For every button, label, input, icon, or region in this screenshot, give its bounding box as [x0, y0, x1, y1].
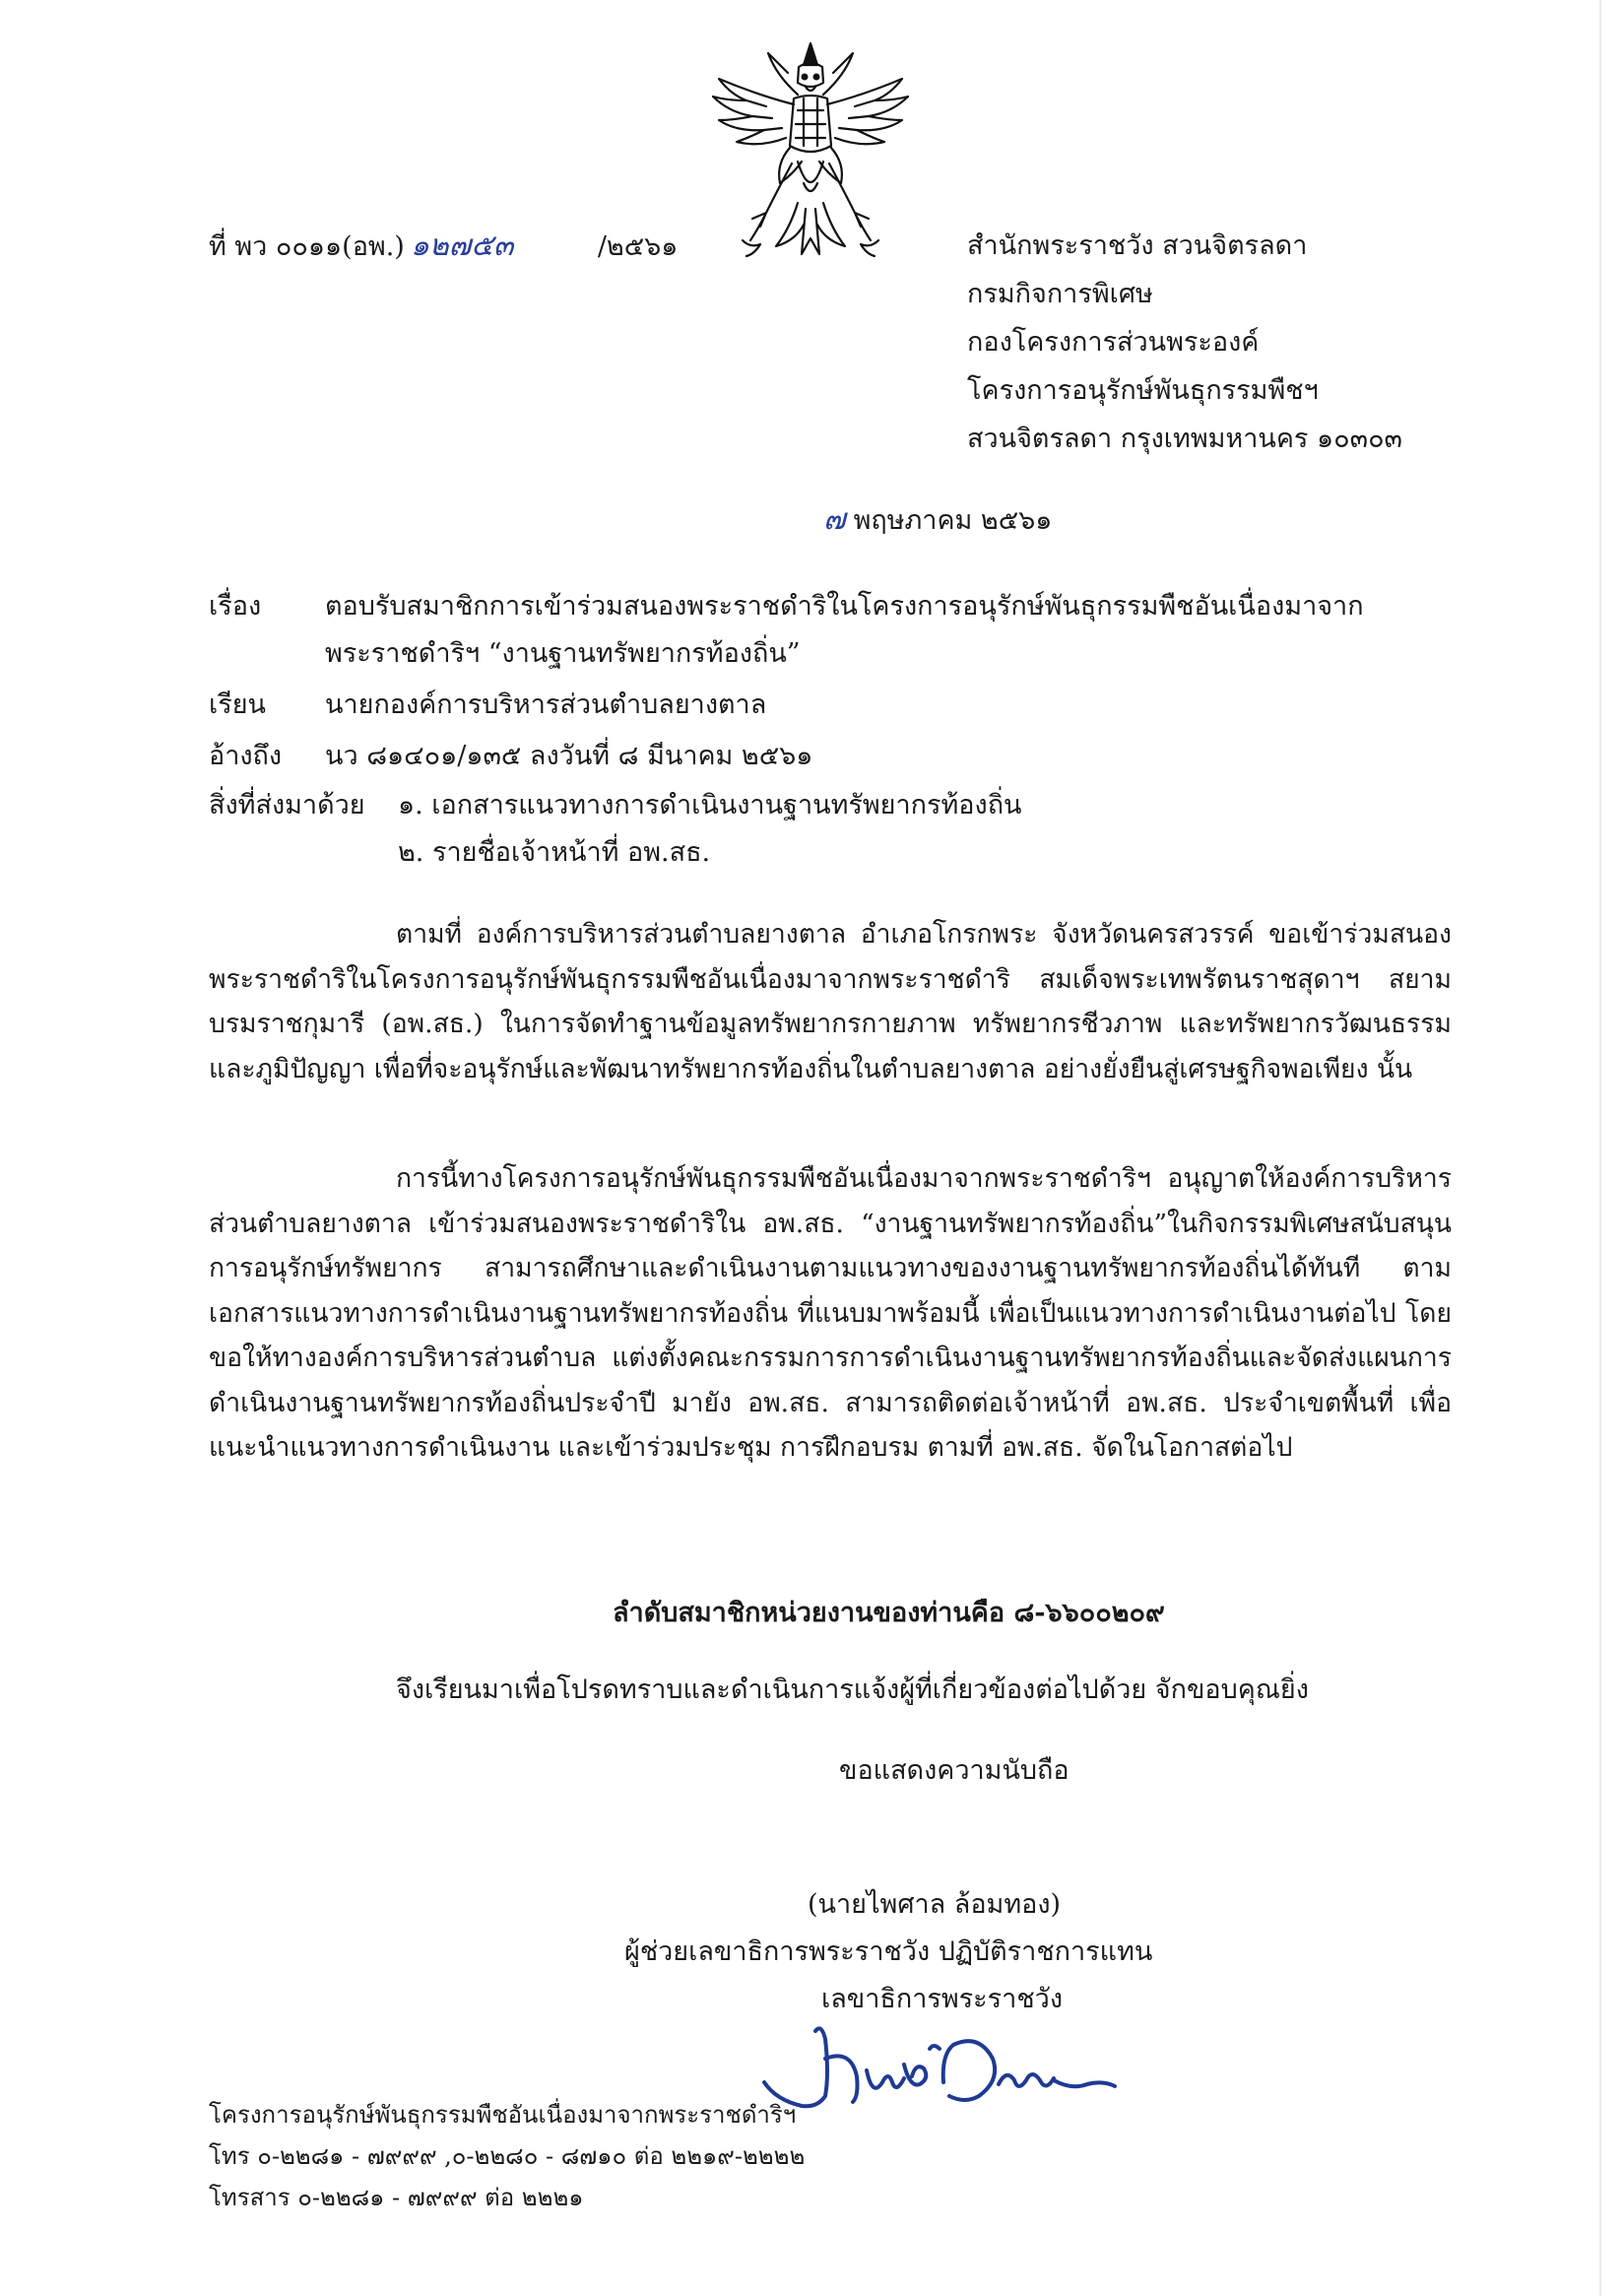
signatory-name: (นายไพศาล ล้อมทอง) — [808, 1889, 1062, 1920]
sender-line-4: โครงการอนุรักษ์พันธุกรรมพืชฯ — [967, 375, 1319, 406]
reference-number-line — [209, 229, 678, 265]
garuda-emblem-icon — [707, 35, 914, 262]
page-edge-line — [1599, 0, 1601, 2296]
enclosure-item-1: ๑. เอกสารแนวทางการดำเนินงานฐานทรัพยากรท้องถิ่น — [398, 790, 1022, 820]
reference-label: อ้างถึง — [209, 741, 283, 771]
member-number-line: ลำดับสมาชิกหน่วยงานของท่านคือ ๘-๖๖๐๐๒๐๙ — [613, 1598, 1165, 1628]
sender-line-3: กองโครงการส่วนพระองค์ — [967, 327, 1260, 358]
reference-handwritten-number: ๑๒๗๕๓ — [410, 229, 514, 263]
enclosure-label: สิ่งที่ส่งมาด้วย — [209, 790, 365, 820]
footer-fax: โทรสาร ๐-๒๒๘๑ - ๗๙๙๙ ต่อ ๒๒๒๑ — [209, 2184, 584, 2211]
reference-year: /๒๕๖๑ — [597, 231, 679, 262]
footer-office: โครงการอนุรักษ์พันธุกรรมพืชอันเนื่องมาจากพระราชดำริฯ — [209, 2101, 797, 2129]
body-paragraph-1-text: ตามที่ องค์การบริหารส่วนตำบลยางตาล อำเภอโกรกพระ จังหวัดนครสวรรค์ ขอเข้าร่วมสนองพระราชดำริในโครงการอนุรักษ์พันธุกรรมพืชอันเนื่องมาจากพระราชดำริ สมเด็จพระเทพรัตนราชสุดาฯ สยามบรมราชกุมารี (อพ.สธ.) ในการจัดทำฐานข้อมูลทรัพยากรกายภาพ ทรัพยากรชีวภาพ และทรัพยากรวัฒนธรรมและภูมิปัญญา เพื่อที่จะอนุรักษ์และพัฒนาทรัพยากรท้องถิ่นในตำบลยางตาล อย่างยั่งยืนสู่เศรษฐกิจพอเพียง นั้น — [209, 919, 1452, 1084]
subject-line-2: พระราชดำริฯ “งานฐานทรัพยากรท้องถิ่น” — [325, 638, 801, 669]
handwritten-signature — [756, 2019, 1121, 2137]
closing-request: จึงเรียนมาเพื่อโปรดทราบและดำเนินการแจ้งผู้ที่เกี่ยวข้องต่อไปด้วย จักขอบคุณยิ่ง — [396, 1674, 1309, 1705]
recipient-value: นายกองค์การบริหารส่วนตำบลยางตาล — [325, 689, 767, 720]
signatory-title-2: เลขาธิการพระราชวัง — [821, 1984, 1064, 2014]
body-paragraph-1 — [209, 912, 1452, 1091]
letter-date — [823, 502, 1052, 539]
date-day-handwritten: ๗ — [823, 502, 846, 537]
signatory-title-1: ผู้ช่วยเลขาธิการพระราชวัง ปฏิบัติราชการแทน — [624, 1936, 1153, 1967]
sender-line-5: สวนจิตรลดา กรุงเทพมหานคร ๑๐๓๐๓ — [967, 424, 1403, 454]
recipient-label: เรียน — [209, 689, 267, 720]
subject-label: เรื่อง — [209, 591, 262, 622]
reference-value: นว ๘๑๔๐๑/๑๓๕ ลงวันที่ ๘ มีนาคม ๒๕๖๑ — [325, 741, 813, 771]
sender-line-1: สำนักพระราชวัง สวนจิตรลดา — [967, 230, 1308, 261]
body-paragraph-2 — [209, 1156, 1452, 1471]
date-month-year: พฤษภาคม ๒๕๖๑ — [853, 505, 1053, 536]
closing-salutation: ขอแสดงความนับถือ — [839, 1755, 1070, 1786]
sender-line-2: กรมกิจการพิเศษ — [967, 279, 1153, 309]
footer-phone: โทร ๐-๒๒๘๑ - ๗๙๙๙ ,๐-๒๒๘๐ - ๘๗๑๐ ต่อ ๒๒๑๙-๒๒๒๒ — [209, 2142, 806, 2170]
enclosure-item-2: ๒. รายชื่อเจ้าหน้าที่ อพ.สธ. — [398, 837, 711, 868]
body-paragraph-2-text: การนี้ทางโครงการอนุรักษ์พันธุกรรมพืชอันเนื่องมาจากพระราชดำริฯ อนุญาตให้องค์การบริหารส่วนตำบลยางตาล เข้าร่วมสนองพระราชดำริใน อพ.สธ. “งานฐานทรัพยากรท้องถิ่น”ในกิจกรรมพิเศษสนับสนุนการอนุรักษ์ทรัพยากร สามารถศึกษาและดำเนินงานตามแนวทางของงานฐานทรัพยากรท้องถิ่นได้ทันที ตามเอกสารแนวทางการดำเนินงานฐานทรัพยากรท้องถิ่น ที่แนบมาพร้อมนี้ เพื่อเป็นแนวทางการดำเนินงานต่อไป โดยขอให้ทางองค์การบริหารส่วนตำบล แต่งตั้งคณะกรรมการการดำเนินงานฐานทรัพยากรท้องถิ่นและจัดส่งแผนการดำเนินงานฐานทรัพยากรท้องถิ่นประจำปี มายัง อพ.สธ. สามารถติดต่อเจ้าหน้าที่ อพ.สธ. ประจำเขตพื้นที่ เพื่อแนะนำแนวทางการดำเนินงาน และเข้าร่วมประชุม การฝึกอบรม ตามที่ อพ.สธ. จัดในโอกาสต่อไป — [209, 1163, 1452, 1463]
reference-prefix: ที่ พว ๐๐๑๑(อพ.) — [209, 231, 405, 262]
subject-line-1: ตอบรับสมาชิกการเข้าร่วมสนองพระราชดำริในโครงการอนุรักษ์พันธุกรรมพืชอันเนื่องมาจาก — [325, 591, 1364, 622]
